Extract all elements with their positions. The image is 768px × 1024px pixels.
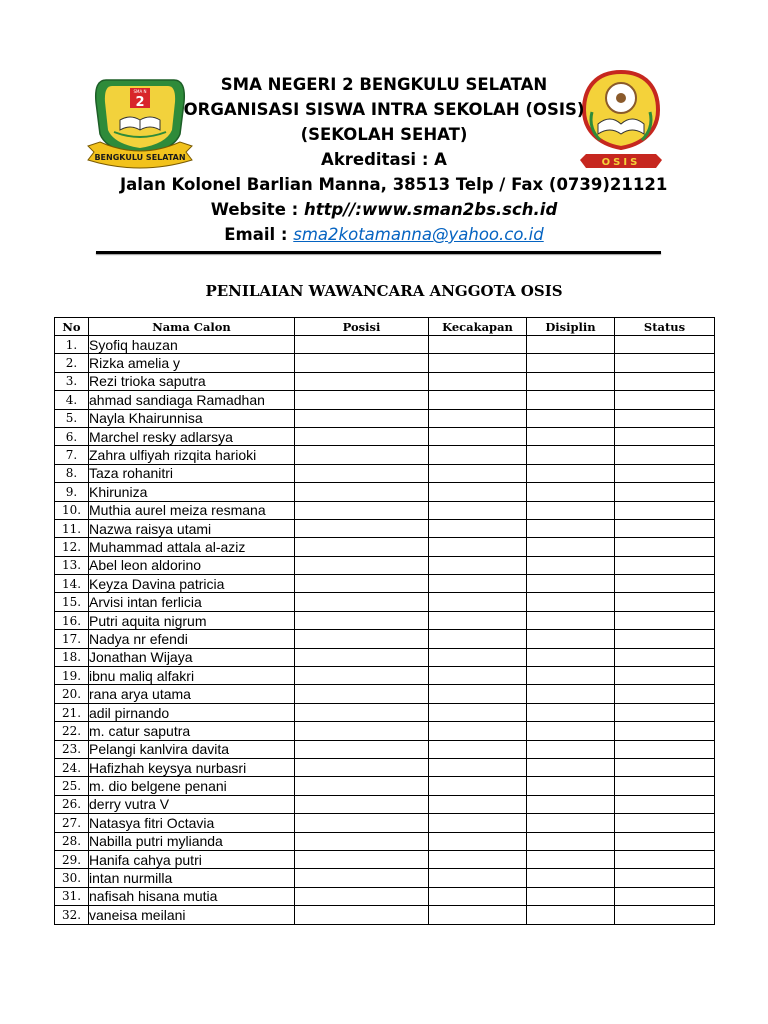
table-row bbox=[55, 630, 715, 648]
candidate-name: Rizka amelia y bbox=[89, 354, 295, 372]
skill-cell[interactable] bbox=[429, 722, 527, 740]
candidate-name: Syofiq hauzan bbox=[89, 336, 295, 354]
table-row bbox=[55, 795, 715, 813]
table-row bbox=[55, 648, 715, 666]
table-row bbox=[55, 519, 715, 537]
logo-top-text: SMA N bbox=[133, 89, 147, 94]
discipline-cell[interactable] bbox=[527, 869, 615, 887]
letterhead bbox=[0, 0, 768, 262]
skill-cell[interactable] bbox=[429, 427, 527, 445]
skill-cell[interactable] bbox=[429, 887, 527, 905]
school-name: SMA NEGERI 2 BENGKULU SELATAN bbox=[220, 75, 548, 94]
document-title: PENILAIAN WAWANCARA ANGGOTA OSIS bbox=[205, 282, 563, 300]
col-header-skill: Kecakapan bbox=[429, 318, 527, 336]
candidate-name: Rezi trioka saputra bbox=[89, 372, 295, 390]
table-row bbox=[55, 685, 715, 703]
row-number: 28. bbox=[55, 832, 89, 850]
status-cell[interactable] bbox=[615, 906, 715, 924]
table-row bbox=[55, 593, 715, 611]
status-cell[interactable] bbox=[615, 667, 715, 685]
table-row bbox=[55, 667, 715, 685]
table-row bbox=[55, 427, 715, 445]
row-number: 9. bbox=[55, 483, 89, 501]
position-cell[interactable] bbox=[295, 611, 429, 629]
candidate-name: nafisah hisana mutia bbox=[89, 887, 295, 905]
skill-cell[interactable] bbox=[429, 519, 527, 537]
table-row bbox=[55, 850, 715, 868]
table-row bbox=[55, 906, 715, 924]
letterhead-text bbox=[120, 72, 668, 247]
status-cell[interactable] bbox=[615, 483, 715, 501]
skill-cell[interactable] bbox=[429, 685, 527, 703]
col-header-no: No bbox=[55, 318, 89, 336]
table-row bbox=[55, 814, 715, 832]
status-cell[interactable] bbox=[615, 758, 715, 776]
logo-banner-text: BENGKULU SELATAN bbox=[94, 153, 186, 162]
table-row bbox=[55, 409, 715, 427]
discipline-cell[interactable] bbox=[527, 501, 615, 519]
row-number: 15. bbox=[55, 593, 89, 611]
candidate-name: Muhammad attala al-aziz bbox=[89, 538, 295, 556]
discipline-cell[interactable] bbox=[527, 758, 615, 776]
status-cell[interactable] bbox=[615, 777, 715, 795]
email-line bbox=[130, 222, 638, 247]
table-row bbox=[55, 611, 715, 629]
skill-cell[interactable] bbox=[429, 814, 527, 832]
status-cell[interactable] bbox=[615, 814, 715, 832]
skill-cell[interactable] bbox=[429, 354, 527, 372]
website-link[interactable]: http//:www.sman2bs.sch.id bbox=[303, 200, 558, 219]
skill-cell[interactable] bbox=[429, 869, 527, 887]
discipline-cell[interactable] bbox=[527, 887, 615, 905]
position-cell[interactable] bbox=[295, 667, 429, 685]
email-link[interactable]: sma2kotamanna@yahoo.co.id bbox=[293, 225, 544, 244]
status-cell[interactable] bbox=[615, 887, 715, 905]
position-cell[interactable] bbox=[295, 354, 429, 372]
discipline-cell[interactable] bbox=[527, 832, 615, 850]
discipline-cell[interactable] bbox=[527, 630, 615, 648]
candidate-name: rana arya utama bbox=[89, 685, 295, 703]
discipline-cell[interactable] bbox=[527, 519, 615, 537]
status-cell[interactable] bbox=[615, 538, 715, 556]
school-address: Jalan Kolonel Barlian Manna, 38513 Telp / Fax (0739)21121 bbox=[120, 175, 668, 194]
position-cell[interactable] bbox=[295, 501, 429, 519]
row-number: 16. bbox=[55, 611, 89, 629]
row-number: 1. bbox=[55, 336, 89, 354]
program-name: (SEKOLAH SEHAT) bbox=[300, 125, 468, 144]
discipline-cell[interactable] bbox=[527, 354, 615, 372]
skill-cell[interactable] bbox=[429, 538, 527, 556]
row-number: 7. bbox=[55, 446, 89, 464]
status-cell[interactable] bbox=[615, 869, 715, 887]
status-cell[interactable] bbox=[615, 630, 715, 648]
candidate-name: Nazwa raisya utami bbox=[89, 519, 295, 537]
discipline-cell[interactable] bbox=[527, 611, 615, 629]
table-row bbox=[55, 538, 715, 556]
candidate-name: Pelangi kanlvira davita bbox=[89, 740, 295, 758]
discipline-cell[interactable] bbox=[527, 703, 615, 721]
skill-cell[interactable] bbox=[429, 795, 527, 813]
discipline-cell[interactable] bbox=[527, 906, 615, 924]
row-number: 19. bbox=[55, 667, 89, 685]
status-cell[interactable] bbox=[615, 446, 715, 464]
row-number: 29. bbox=[55, 850, 89, 868]
discipline-cell[interactable] bbox=[527, 336, 615, 354]
candidate-name: Hanifa cahya putri bbox=[89, 850, 295, 868]
row-number: 27. bbox=[55, 814, 89, 832]
discipline-cell[interactable] bbox=[527, 464, 615, 482]
candidate-name: Putri aquita nigrum bbox=[89, 611, 295, 629]
position-cell[interactable] bbox=[295, 519, 429, 537]
position-cell[interactable] bbox=[295, 758, 429, 776]
candidate-name: Nayla Khairunnisa bbox=[89, 409, 295, 427]
table-row bbox=[55, 777, 715, 795]
position-cell[interactable] bbox=[295, 777, 429, 795]
skill-cell[interactable] bbox=[429, 630, 527, 648]
position-cell[interactable] bbox=[295, 372, 429, 390]
row-number: 17. bbox=[55, 630, 89, 648]
table-row bbox=[55, 722, 715, 740]
position-cell[interactable] bbox=[295, 575, 429, 593]
status-cell[interactable] bbox=[615, 372, 715, 390]
table-row bbox=[55, 758, 715, 776]
candidate-name: derry vutra V bbox=[89, 795, 295, 813]
candidate-name: ibnu maliq alfakri bbox=[89, 667, 295, 685]
discipline-cell[interactable] bbox=[527, 648, 615, 666]
candidate-name: m. dio belgene penani bbox=[89, 777, 295, 795]
row-number: 4. bbox=[55, 391, 89, 409]
skill-cell[interactable] bbox=[429, 740, 527, 758]
status-cell[interactable] bbox=[615, 593, 715, 611]
candidate-name: m. catur saputra bbox=[89, 722, 295, 740]
candidate-name: Taza rohanitri bbox=[89, 464, 295, 482]
status-cell[interactable] bbox=[615, 464, 715, 482]
table-row bbox=[55, 556, 715, 574]
position-cell[interactable] bbox=[295, 593, 429, 611]
skill-cell[interactable] bbox=[429, 593, 527, 611]
status-cell[interactable] bbox=[615, 611, 715, 629]
table-row bbox=[55, 446, 715, 464]
row-number: 2. bbox=[55, 354, 89, 372]
skill-cell[interactable] bbox=[429, 667, 527, 685]
col-header-position: Posisi bbox=[295, 318, 429, 336]
position-cell[interactable] bbox=[295, 446, 429, 464]
candidate-name: Nadya nr efendi bbox=[89, 630, 295, 648]
row-number: 14. bbox=[55, 575, 89, 593]
candidate-name: adil pirnando bbox=[89, 703, 295, 721]
position-cell[interactable] bbox=[295, 850, 429, 868]
status-cell[interactable] bbox=[615, 391, 715, 409]
row-number: 11. bbox=[55, 519, 89, 537]
discipline-cell[interactable] bbox=[527, 777, 615, 795]
candidate-name: Muthia aurel meiza resmana bbox=[89, 501, 295, 519]
position-cell[interactable] bbox=[295, 630, 429, 648]
discipline-cell[interactable] bbox=[527, 814, 615, 832]
row-number: 18. bbox=[55, 648, 89, 666]
position-cell[interactable] bbox=[295, 648, 429, 666]
skill-cell[interactable] bbox=[429, 777, 527, 795]
discipline-cell[interactable] bbox=[527, 740, 615, 758]
candidate-name: Arvisi intan ferlicia bbox=[89, 593, 295, 611]
row-number: 13. bbox=[55, 556, 89, 574]
candidate-name: Keyza Davina patricia bbox=[89, 575, 295, 593]
candidate-name: Abel leon aldorino bbox=[89, 556, 295, 574]
position-cell[interactable] bbox=[295, 685, 429, 703]
candidate-name: Natasya fitri Octavia bbox=[89, 814, 295, 832]
interview-score-table bbox=[54, 317, 715, 925]
table-row bbox=[55, 501, 715, 519]
skill-cell[interactable] bbox=[429, 501, 527, 519]
discipline-cell[interactable] bbox=[527, 667, 615, 685]
discipline-cell[interactable] bbox=[527, 427, 615, 445]
table-row bbox=[55, 832, 715, 850]
row-number: 30. bbox=[55, 869, 89, 887]
website-line bbox=[130, 197, 638, 222]
skill-cell[interactable] bbox=[429, 703, 527, 721]
candidate-name: ahmad sandiaga Ramadhan bbox=[89, 391, 295, 409]
organization-name: ORGANISASI SISWA INTRA SEKOLAH (OSIS) bbox=[183, 100, 585, 119]
status-cell[interactable] bbox=[615, 354, 715, 372]
table-row bbox=[55, 887, 715, 905]
skill-cell[interactable] bbox=[429, 446, 527, 464]
skill-cell[interactable] bbox=[429, 372, 527, 390]
candidate-name: Nabilla putri mylianda bbox=[89, 832, 295, 850]
status-cell[interactable] bbox=[615, 427, 715, 445]
position-cell[interactable] bbox=[295, 336, 429, 354]
col-header-name: Nama Calon bbox=[89, 318, 295, 336]
logo-number: 2 bbox=[135, 95, 145, 110]
row-number: 21. bbox=[55, 703, 89, 721]
position-cell[interactable] bbox=[295, 427, 429, 445]
row-number: 26. bbox=[55, 795, 89, 813]
row-number: 8. bbox=[55, 464, 89, 482]
position-cell[interactable] bbox=[295, 740, 429, 758]
candidate-name: intan nurmilla bbox=[89, 869, 295, 887]
status-cell[interactable] bbox=[615, 722, 715, 740]
position-cell[interactable] bbox=[295, 722, 429, 740]
discipline-cell[interactable] bbox=[527, 538, 615, 556]
candidate-name: Khiruniza bbox=[89, 483, 295, 501]
candidate-name: Marchel resky adlarsya bbox=[89, 427, 295, 445]
status-cell[interactable] bbox=[615, 850, 715, 868]
table-row bbox=[55, 372, 715, 390]
discipline-cell[interactable] bbox=[527, 593, 615, 611]
position-cell[interactable] bbox=[295, 887, 429, 905]
position-cell[interactable] bbox=[295, 464, 429, 482]
table-row bbox=[55, 703, 715, 721]
table-row bbox=[55, 483, 715, 501]
candidate-name: Hafizhah keysya nurbasri bbox=[89, 758, 295, 776]
accreditation: Akreditasi : A bbox=[321, 150, 447, 169]
discipline-cell[interactable] bbox=[527, 391, 615, 409]
row-number: 6. bbox=[55, 427, 89, 445]
skill-cell[interactable] bbox=[429, 648, 527, 666]
row-number: 25. bbox=[55, 777, 89, 795]
position-cell[interactable] bbox=[295, 869, 429, 887]
candidate-name: vaneisa meilani bbox=[89, 906, 295, 924]
email-label: Email : bbox=[224, 225, 294, 244]
skill-cell[interactable] bbox=[429, 611, 527, 629]
row-number: 22. bbox=[55, 722, 89, 740]
position-cell[interactable] bbox=[295, 814, 429, 832]
position-cell[interactable] bbox=[295, 391, 429, 409]
col-header-status: Status bbox=[615, 318, 715, 336]
table-header-row bbox=[55, 318, 715, 336]
discipline-cell[interactable] bbox=[527, 795, 615, 813]
header-divider bbox=[96, 251, 661, 254]
candidate-name: Jonathan Wijaya bbox=[89, 648, 295, 666]
row-number: 23. bbox=[55, 740, 89, 758]
table-row bbox=[55, 354, 715, 372]
discipline-cell[interactable] bbox=[527, 722, 615, 740]
discipline-cell[interactable] bbox=[527, 556, 615, 574]
discipline-cell[interactable] bbox=[527, 446, 615, 464]
skill-cell[interactable] bbox=[429, 391, 527, 409]
status-cell[interactable] bbox=[615, 832, 715, 850]
row-number: 24. bbox=[55, 758, 89, 776]
status-cell[interactable] bbox=[615, 685, 715, 703]
row-number: 32. bbox=[55, 906, 89, 924]
position-cell[interactable] bbox=[295, 703, 429, 721]
website-label: Website : bbox=[210, 200, 304, 219]
row-number: 31. bbox=[55, 887, 89, 905]
skill-cell[interactable] bbox=[429, 832, 527, 850]
discipline-cell[interactable] bbox=[527, 409, 615, 427]
position-cell[interactable] bbox=[295, 556, 429, 574]
position-cell[interactable] bbox=[295, 538, 429, 556]
row-number: 5. bbox=[55, 409, 89, 427]
status-cell[interactable] bbox=[615, 556, 715, 574]
skill-cell[interactable] bbox=[429, 575, 527, 593]
skill-cell[interactable] bbox=[429, 409, 527, 427]
row-number: 12. bbox=[55, 538, 89, 556]
row-number: 3. bbox=[55, 372, 89, 390]
status-cell[interactable] bbox=[615, 795, 715, 813]
skill-cell[interactable] bbox=[429, 850, 527, 868]
position-cell[interactable] bbox=[295, 483, 429, 501]
skill-cell[interactable] bbox=[429, 556, 527, 574]
status-cell[interactable] bbox=[615, 740, 715, 758]
status-cell[interactable] bbox=[615, 575, 715, 593]
status-cell[interactable] bbox=[615, 519, 715, 537]
status-cell[interactable] bbox=[615, 501, 715, 519]
skill-cell[interactable] bbox=[429, 464, 527, 482]
skill-cell[interactable] bbox=[429, 483, 527, 501]
position-cell[interactable] bbox=[295, 795, 429, 813]
table-row bbox=[55, 336, 715, 354]
status-cell[interactable] bbox=[615, 648, 715, 666]
position-cell[interactable] bbox=[295, 409, 429, 427]
col-header-discipline: Disiplin bbox=[527, 318, 615, 336]
table-body bbox=[55, 336, 715, 925]
discipline-cell[interactable] bbox=[527, 483, 615, 501]
discipline-cell[interactable] bbox=[527, 575, 615, 593]
row-number: 10. bbox=[55, 501, 89, 519]
skill-cell[interactable] bbox=[429, 336, 527, 354]
table-row bbox=[55, 869, 715, 887]
position-cell[interactable] bbox=[295, 832, 429, 850]
osis-banner-text: OSIS bbox=[601, 157, 641, 168]
skill-cell[interactable] bbox=[429, 758, 527, 776]
position-cell[interactable] bbox=[295, 906, 429, 924]
status-cell[interactable] bbox=[615, 409, 715, 427]
status-cell[interactable] bbox=[615, 336, 715, 354]
table-row bbox=[55, 575, 715, 593]
table-row bbox=[55, 391, 715, 409]
table-row bbox=[55, 740, 715, 758]
candidate-name: Zahra ulfiyah rizqita harioki bbox=[89, 446, 295, 464]
discipline-cell[interactable] bbox=[527, 850, 615, 868]
skill-cell[interactable] bbox=[429, 906, 527, 924]
table-row bbox=[55, 464, 715, 482]
row-number: 20. bbox=[55, 685, 89, 703]
discipline-cell[interactable] bbox=[527, 685, 615, 703]
discipline-cell[interactable] bbox=[527, 372, 615, 390]
status-cell[interactable] bbox=[615, 703, 715, 721]
